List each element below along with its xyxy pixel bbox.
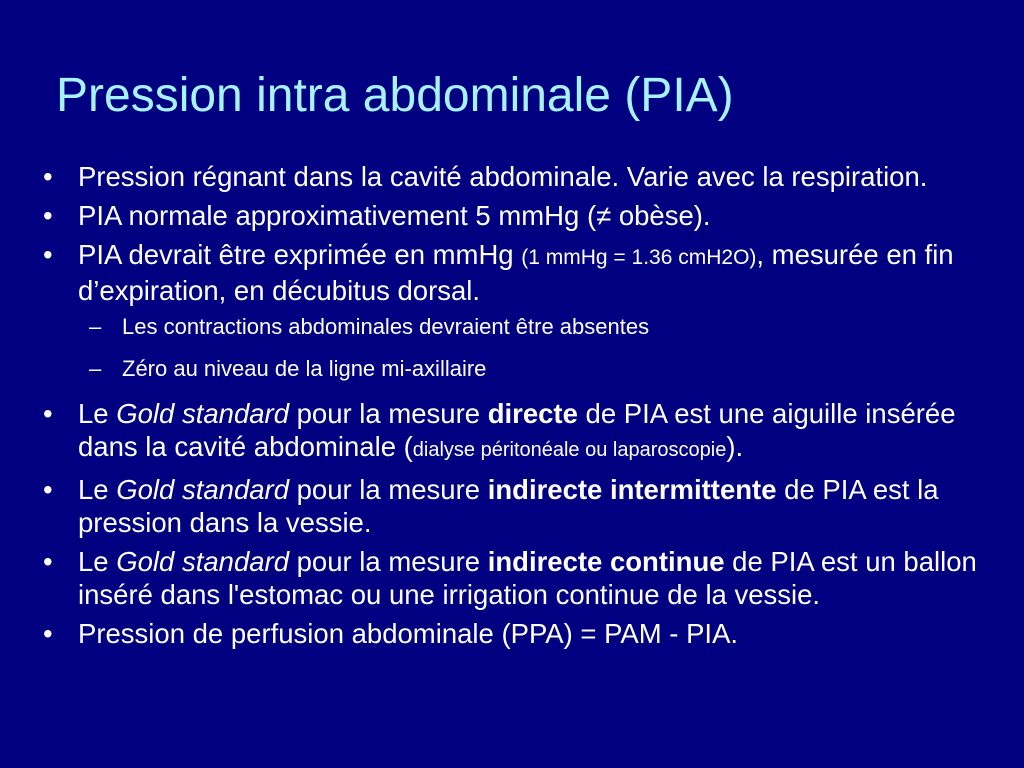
- emphasis-text: Gold standard: [116, 398, 289, 429]
- sub-bullet-marker: –: [89, 314, 102, 339]
- bold-text: indirecte intermittente: [487, 474, 777, 505]
- bullet-item: [40, 199, 1000, 232]
- bullet-text: PIA normale approximativement 5 mmHg (≠ obèse).: [78, 200, 711, 231]
- bullet-marker: •: [43, 239, 53, 270]
- bullet-item: [40, 617, 1000, 650]
- bullet-marker: •: [43, 398, 53, 429]
- bold-text: indirecte continue: [487, 546, 725, 577]
- bullet-item: [40, 545, 1000, 611]
- sub-bullet-list: [78, 313, 1000, 382]
- bullet-item: [40, 397, 1000, 467]
- bullet-note: dialyse péritonéale ou laparoscopie: [412, 439, 727, 461]
- sub-bullet-text: Les contractions abdominales devraient être absentes: [122, 314, 650, 339]
- bullet-item: [40, 238, 1000, 382]
- bullet-text: pour la mesure: [288, 474, 488, 505]
- bullet-text: de PIA est une aiguille insérée dans la cavité abdominale (: [78, 398, 956, 462]
- bullet-text: , mesurée en fin d’expiration, en décubitus dorsal.: [78, 239, 954, 306]
- emphasis-text: Gold standard: [116, 546, 289, 577]
- bullet-note: (1 mmHg = 1.36 cmH2O): [521, 246, 757, 269]
- bullet-marker: •: [43, 546, 53, 577]
- sub-bullet-marker: –: [89, 356, 102, 381]
- bullet-text: Le: [78, 398, 117, 429]
- sub-bullet-text: Zéro au niveau de la ligne mi-axillaire: [122, 356, 487, 381]
- bullet-text: PIA devrait être exprimée en mmHg: [78, 239, 522, 270]
- bullet-marker: •: [43, 161, 53, 192]
- bullet-text: pour la mesure: [288, 398, 488, 429]
- sub-bullet-item: [78, 313, 1000, 340]
- emphasis-text: Gold standard: [116, 474, 289, 505]
- bullet-item: [40, 473, 1000, 539]
- bullet-text: Pression de perfusion abdominale (PPA) = PAM - PIA.: [78, 618, 739, 649]
- slide-title: Pression intra abdominale (PIA): [56, 69, 734, 122]
- bold-text: directe: [487, 398, 578, 429]
- bullet-text: pour la mesure: [288, 546, 488, 577]
- bullet-marker: •: [43, 474, 53, 505]
- bullet-marker: •: [43, 618, 53, 649]
- bullet-text: ).: [726, 431, 744, 462]
- bullet-item: [40, 160, 1000, 193]
- bullet-text: de PIA est un ballon inséré dans l'estomac ou une irrigation continue de la vessie.: [78, 546, 977, 610]
- bullet-marker: •: [43, 200, 53, 231]
- bullet-text: Pression régnant dans la cavité abdominale. Varie avec la respiration.: [78, 161, 928, 192]
- bullet-text: de PIA est la pression dans la vessie.: [78, 474, 939, 538]
- bullet-list: [40, 160, 1000, 656]
- bullet-text: Le: [78, 474, 117, 505]
- bullet-text: Le: [78, 546, 117, 577]
- sub-bullet-item: [78, 355, 1000, 382]
